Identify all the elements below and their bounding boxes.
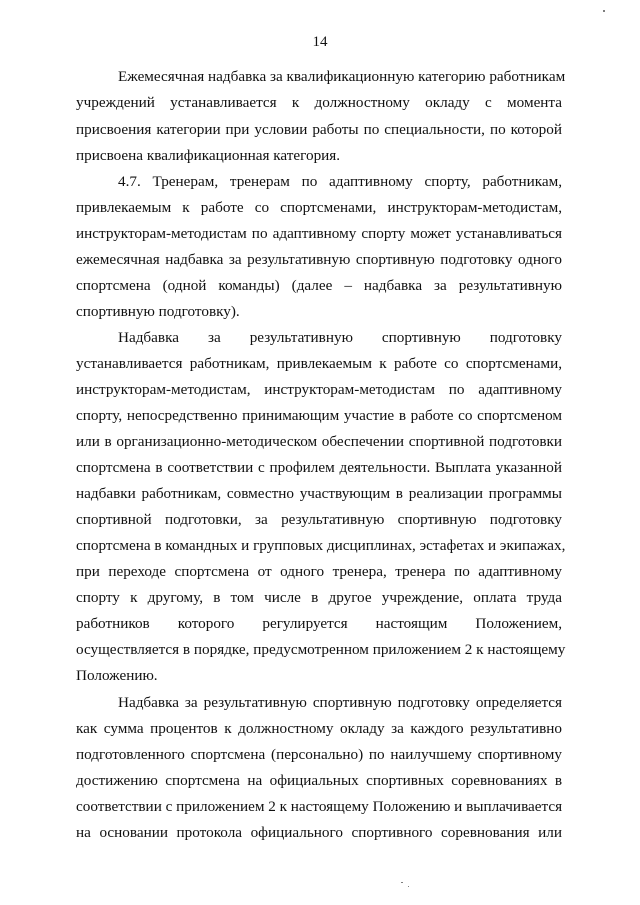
text-line: надбавки работникам, совместно участвующим в реализации программы [76, 485, 562, 502]
text-line: спортивной подготовки, за результативную спортивную подготовку [76, 511, 562, 528]
page-number: 14 [312, 34, 328, 50]
text-line: инструкторам-методистам, инструкторам-методистам по адаптивному [76, 381, 562, 398]
text-line: спорту, непосредственно принимающим участие в работе со спортсменом [76, 407, 562, 424]
text-line: присвоения категории при условии работы по специальности, по которой [76, 121, 562, 138]
text-line: Ежемесячная надбавка за квалификационную категорию работникам [118, 68, 566, 85]
text-line: спортивную подготовку). [76, 303, 240, 320]
text-line: на основании протокола официального спортивного соревнования или [76, 824, 562, 841]
scan-speck [408, 886, 409, 887]
text-line: ежемесячная надбавка за результативную спортивную подготовку одного [76, 251, 562, 268]
text-line: учреждений устанавливается к должностному окладу с момента [76, 94, 562, 111]
text-line: или в организационно-методическом обеспечении спортивной подготовки [76, 433, 562, 450]
text-line: достижению спортсмена на официальных спортивных соревнованиях в [76, 772, 562, 789]
text-line: спортсмена в командных и групповых дисциплинах, эстафетах и экипажах, [76, 537, 566, 554]
text-line: спортсмена в соответствии с профилем деятельности. Выплата указанной [76, 459, 562, 476]
text-line: осуществляется в порядке, предусмотренном приложением 2 к настоящему [76, 641, 566, 658]
text-line: инструкторам-методистам по адаптивному спорту может устанавливаться [76, 225, 562, 242]
scan-speck [401, 882, 403, 883]
text-line: спортсмена (одной команды) (далее – надбавка за результативную [76, 277, 562, 294]
text-line: устанавливается работникам, привлекаемым к работе со спортсменами, [76, 355, 562, 372]
text-line: соответствии с приложением 2 к настоящему Положению и выплачивается [76, 798, 563, 815]
text-line: Надбавка за результативную спортивную подготовку [118, 329, 562, 346]
text-line: 4.7. Тренерам, тренерам по адаптивному спорту, работникам, [118, 173, 562, 190]
text-line: как сумма процентов к должностному окладу за каждого результативно [76, 720, 562, 737]
text-line: Положению. [76, 667, 158, 684]
text-line: спорту к другому, в том числе в другое учреждение, оплата труда [76, 589, 562, 606]
text-line: при переходе спортсмена от одного тренера, тренера по адаптивному [76, 563, 562, 580]
text-line: подготовленного спортсмена (персонально) по наилучшему спортивному [76, 746, 562, 763]
text-line: Надбавка за результативную спортивную подготовку определяется [118, 694, 562, 711]
text-line: присвоена квалификационная категория. [76, 147, 341, 164]
text-line: работников которого регулируется настоящим Положением, [76, 615, 562, 632]
text-line: привлекаемым к работе со спортсменами, инструкторам-методистам, [76, 199, 562, 216]
scan-speck [603, 10, 605, 12]
